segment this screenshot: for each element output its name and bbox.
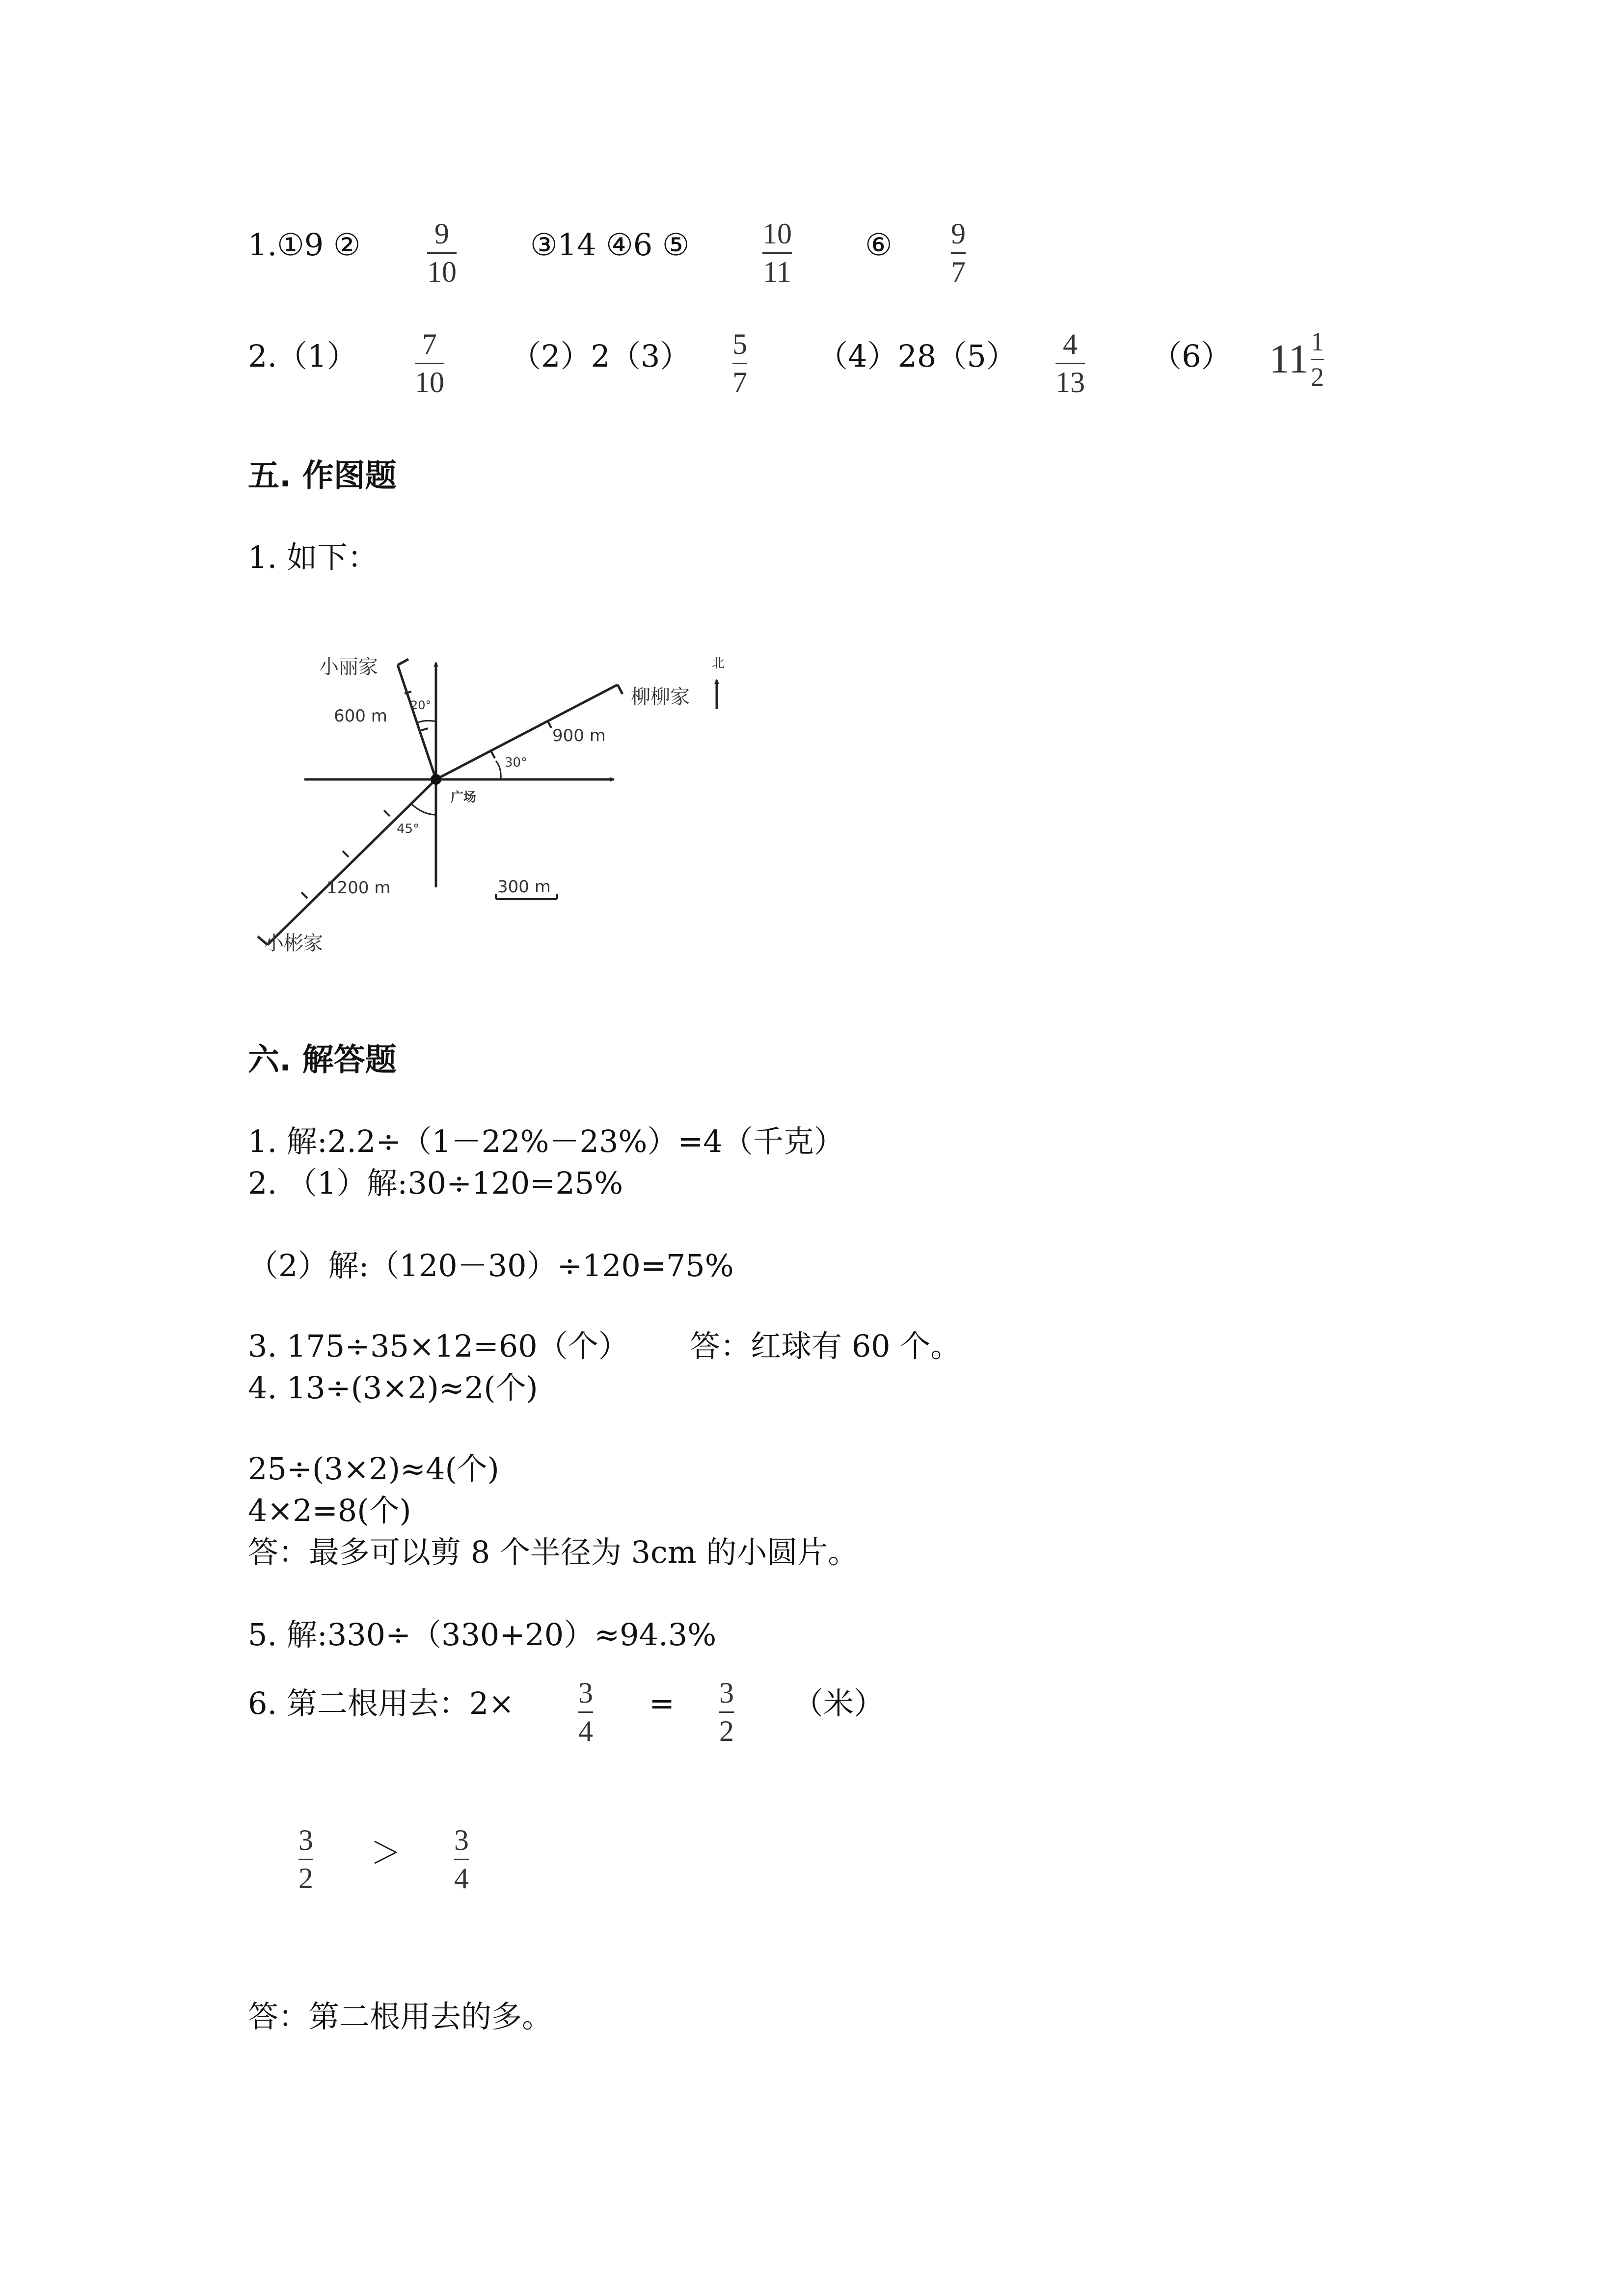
- solution-line-2: 2. （1）解:30÷120=25%: [248, 1165, 623, 1201]
- solution-line-6: 25÷(3×2)≈4(个): [248, 1451, 499, 1487]
- answer-1-prefix: 1.①9 ②: [248, 227, 361, 263]
- fraction-numerator: 3: [578, 1677, 593, 1709]
- route-tick: [343, 851, 349, 857]
- fraction-denominator: 11: [763, 256, 791, 288]
- route-xiaobin: [268, 779, 436, 945]
- label-plaza: 广场: [451, 790, 477, 805]
- fraction-bar: [454, 1859, 469, 1860]
- fraction-bar: [415, 363, 444, 364]
- answer-1-item6: ⑥: [865, 227, 893, 263]
- answer-2-prefix: 2.（1）: [248, 338, 357, 374]
- solution-line-10: 6. 第二根用去：2×: [248, 1685, 514, 1721]
- fraction-numerator: 4: [1063, 328, 1078, 360]
- fraction-bar: [762, 252, 792, 254]
- label-distance-900: 900 m: [552, 726, 606, 746]
- fraction-denominator: 13: [1056, 366, 1085, 399]
- fraction-denominator: 2: [1310, 362, 1324, 392]
- solution-line-4: 3. 175÷35×12=60（个）: [248, 1328, 629, 1364]
- label-scale: 300 m: [497, 877, 551, 897]
- mixed-number-11-1-2: [1269, 328, 1324, 391]
- solution-line-5: 4. 13÷(3×2)≈2(个): [248, 1370, 538, 1406]
- angle-arc-45: [411, 804, 436, 815]
- section-5-item-1: 1. 如下：: [248, 539, 378, 575]
- fraction-numerator: 9: [434, 217, 449, 250]
- fraction-numerator: 7: [422, 328, 437, 360]
- fraction-denominator: 4: [578, 1715, 593, 1747]
- label-distance-600: 600 m: [334, 706, 387, 726]
- solution-answer-3: 答：红球有 60 个。: [690, 1328, 961, 1364]
- fraction-7-10: [415, 329, 444, 398]
- unit-meter: （米）: [793, 1685, 885, 1721]
- fraction-10-11: [762, 218, 792, 288]
- route-tick: [301, 892, 307, 898]
- equals-sign: =: [649, 1685, 675, 1721]
- final-answer: 答：第二根用去的多。: [248, 1999, 553, 2034]
- route-tick: [491, 751, 495, 758]
- fraction-numerator: 10: [762, 217, 792, 250]
- label-distance-1200: 1200 m: [326, 878, 391, 898]
- fraction-4-13: [1056, 329, 1085, 398]
- answer-2-middle-2: （4）28（5）: [817, 338, 1017, 374]
- answer-2-middle-3: （6）: [1151, 338, 1232, 374]
- fraction-bar: [427, 252, 457, 254]
- fraction-denominator: 4: [454, 1862, 469, 1895]
- fraction-numerator: 9: [951, 217, 966, 250]
- plaza-point: [431, 774, 441, 785]
- fraction-denominator: 10: [427, 256, 457, 288]
- fraction-denominator: 7: [732, 366, 747, 399]
- fraction-bar: [298, 1859, 313, 1860]
- label-angle-45: 45°: [397, 822, 420, 836]
- mixed-fraction: [1311, 328, 1324, 391]
- fraction-5-7: [732, 329, 747, 398]
- fraction-numerator: 1: [1310, 327, 1324, 356]
- label-xiaobin: 小彬家: [264, 932, 323, 955]
- fraction-denominator: 2: [719, 1715, 734, 1747]
- answer-2-middle-1: （2）2（3）: [511, 338, 691, 374]
- solution-line-9: 5. 解:330÷（330+20）≈94.3%: [248, 1617, 717, 1653]
- answer-1-middle: ③14 ④6 ⑤: [530, 227, 690, 263]
- route-tick: [384, 810, 390, 816]
- fraction-bar: [732, 363, 747, 364]
- fraction-bar: [1056, 363, 1085, 364]
- angle-arc-20: [418, 721, 436, 722]
- label-liuliu: 柳柳家: [631, 686, 690, 708]
- label-north: 北: [712, 656, 725, 671]
- direction-diagram: [245, 638, 756, 982]
- route-end-tick: [618, 685, 623, 694]
- compare-fraction-3-2: [298, 1825, 313, 1894]
- solution-line-1: 1. 解:2.2÷（1－22%－23%）=4（千克）: [248, 1123, 844, 1159]
- fraction-9-7: [951, 218, 966, 288]
- fraction-numerator: 3: [719, 1677, 734, 1709]
- solution-answer-4: 答：最多可以剪 8 个半径为 3cm 的小圆片。: [248, 1534, 859, 1570]
- label-angle-30: 30°: [505, 755, 528, 770]
- fraction-denominator: 2: [298, 1862, 313, 1895]
- fraction-numerator: 5: [732, 328, 747, 360]
- compare-fraction-3-4: [454, 1825, 469, 1894]
- fraction-denominator: 10: [415, 366, 444, 399]
- fraction-bar: [719, 1711, 734, 1713]
- fraction-numerator: 3: [454, 1824, 469, 1856]
- fraction-bar: [1311, 359, 1324, 360]
- fraction-denominator: 7: [951, 256, 966, 288]
- route-end-tick: [398, 659, 408, 665]
- label-angle-20: 20°: [410, 698, 432, 712]
- fraction-numerator: 3: [298, 1824, 313, 1856]
- section-6-heading: 六. 解答题: [248, 1042, 397, 1078]
- fraction-3-2: [719, 1678, 734, 1747]
- fraction-bar: [951, 252, 966, 254]
- mixed-whole: 11: [1269, 336, 1309, 382]
- fraction-bar: [578, 1711, 593, 1713]
- fraction-3-4: [578, 1678, 593, 1747]
- greater-than-sign: ＞: [371, 1835, 402, 1871]
- route-xiaoli: [398, 665, 436, 779]
- fraction-9-10: [427, 218, 457, 288]
- section-5-heading: 五. 作图题: [248, 458, 397, 494]
- label-xiaoli: 小丽家: [319, 656, 378, 678]
- solution-line-3: （2）解:（120－30）÷120=75%: [248, 1248, 734, 1283]
- angle-arc-30: [496, 761, 501, 779]
- solution-line-7: 4×2=8(个): [248, 1493, 411, 1528]
- route-tick: [421, 728, 428, 730]
